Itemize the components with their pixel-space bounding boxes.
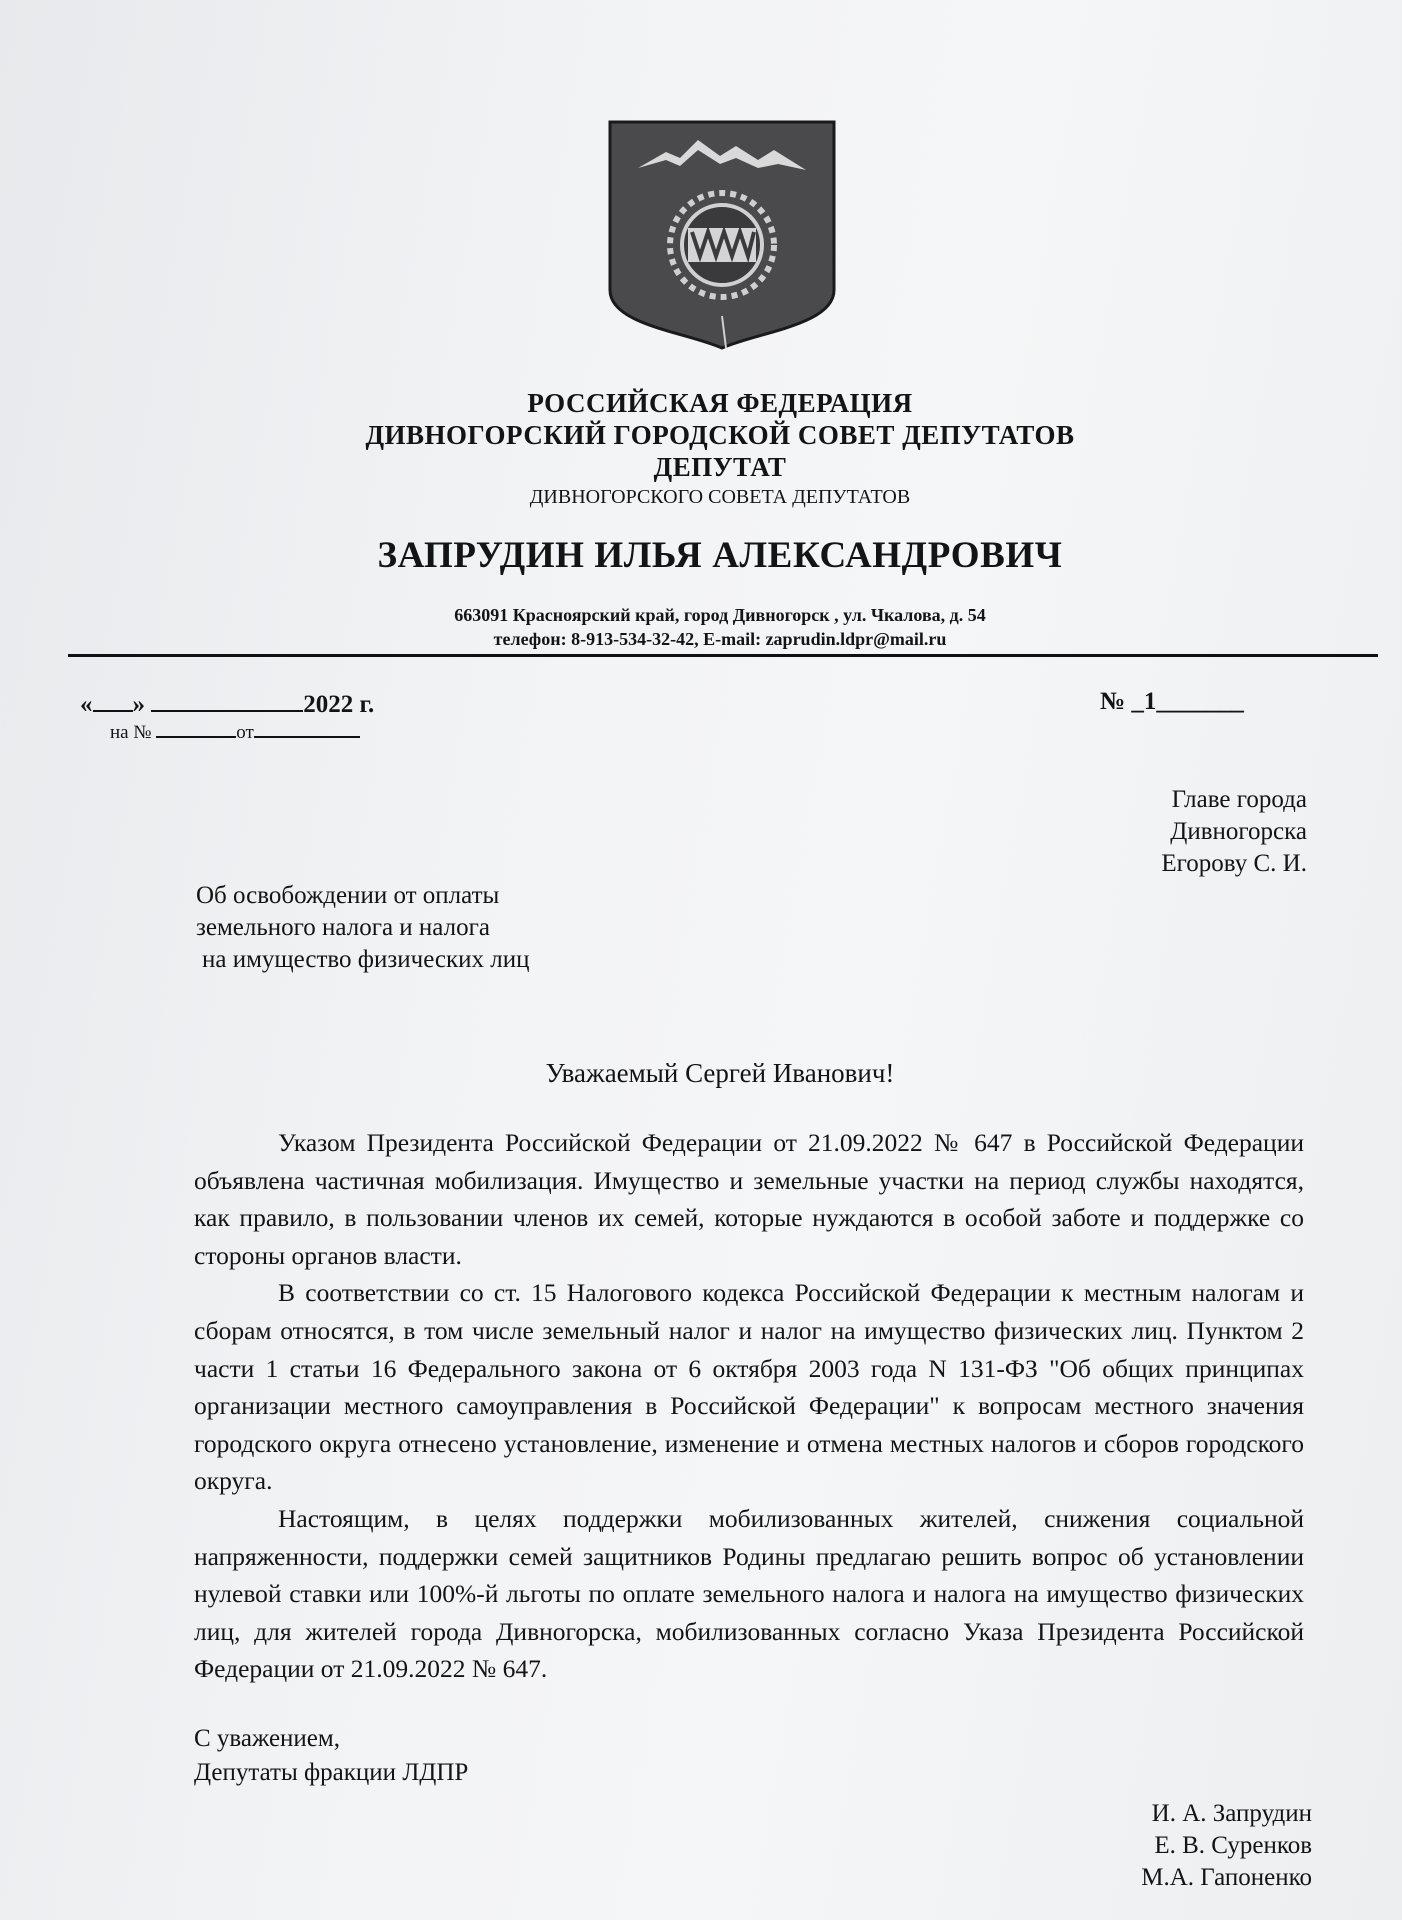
ref-number-blank [156, 720, 236, 738]
header-position: ДЕПУТАТ [653, 452, 787, 482]
header-council: ДИВНОГОРСКИЙ ГОРОДСКОЙ СОВЕТ ДЕПУТАТОВ [365, 420, 1075, 450]
header-contacts: телефон: 8-913-534-32-42, E-mail: zaprudin.ldpr@mail.ru [493, 629, 947, 649]
date-year: 2022 г. [303, 691, 375, 718]
subject-line: земельного налога и налога [196, 914, 490, 941]
addressee-block [1161, 784, 1307, 880]
closing-block [194, 1722, 468, 1790]
closing-line: С уважением, [194, 1725, 340, 1752]
header-address: 663091 Красноярский край, город Дивногорск , ул. Чкалова, д. 54 [454, 605, 986, 625]
date-quote-close: » [132, 691, 145, 718]
body-paragraph: В соответствии со ст. 15 Налогового кодекса Российской Федерации к местным налогам и сборам относятся, в том числе земельный налог и налог на имущество физических лиц. Пунктом 2 части 1 статьи 16 Федерального закона от 6 октября 2003 года N 131-ФЗ "Об общих принципах организации местного самоуправления в Российской Федерации" к вопросам местного значения городского округа отнесено установление, изменение и отмена местных налогов и сборов городского округа. [194, 1278, 1304, 1496]
date-line [80, 688, 374, 719]
addressee-line: Дивногорска [1170, 818, 1307, 845]
addressee-line: Главе города [1171, 786, 1307, 813]
ref-from-label: от [236, 722, 254, 743]
header-country: РОССИЙСКАЯ ФЕДЕРАЦИЯ [527, 388, 913, 418]
ref-date-blank [254, 720, 360, 738]
header-divider [68, 654, 1378, 657]
signer-name: Е. В. Суренков [1154, 1832, 1312, 1859]
signer-name: М.А. Гапоненко [1141, 1864, 1312, 1891]
header-position-sub: ДИВНОГОРСКОГО СОВЕТА ДЕПУТАТОВ [529, 486, 911, 508]
subject-block [196, 880, 530, 976]
date-month-blank [151, 688, 303, 712]
reference-line [110, 720, 360, 744]
body-paragraph: Указом Президента Российской Федерации от 21.09.2022 № 647 в Российской Федерации объявлена частичная мобилизация. Имущество и земельные участки на период службы находятся, как правило, в пользовании членов их семей, которые нуждаются в особой заботе и поддержке со стороны органов власти. [194, 1128, 1304, 1270]
document-number: № _1_______ [1100, 688, 1244, 715]
signers-block [1141, 1798, 1312, 1894]
subject-line: Об освобождении от оплаты [196, 882, 500, 909]
closing-line: Депутаты фракции ЛДПР [194, 1759, 469, 1786]
letter-body [194, 1124, 1304, 1688]
date-quote-open: « [80, 691, 93, 718]
addressee-line: Егорову С. И. [1161, 850, 1307, 877]
header-deputy-name: ЗАПРУДИН ИЛЬЯ АЛЕКСАНДРОВИЧ [377, 535, 1063, 576]
ref-number-label: на № [110, 722, 152, 743]
signer-name: И. А. Запрудин [1151, 1800, 1312, 1827]
date-day-blank [93, 688, 133, 712]
body-paragraph: Настоящим, в целях поддержки мобилизованных жителей, снижения социальной напряженности, поддержки семей защитников Родины предлагаю решить вопрос об установлении нулевой ставки или 100%-й льготы по оплате земельного налога и налога на имущество физических лиц, для жителей города Дивногорска, мобилизованных согласно Указа Президента Российской Федерации от 21.09.2022 № 647. [194, 1503, 1304, 1684]
coat-of-arms-emblem [608, 120, 836, 350]
greeting: Уважаемый Сергей Иванович! [545, 1058, 895, 1088]
subject-line: на имущество физических лиц [202, 946, 530, 973]
